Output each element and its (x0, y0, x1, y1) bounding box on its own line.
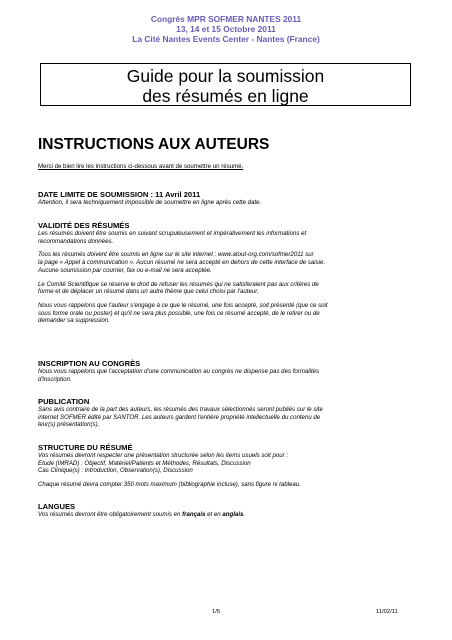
line: Le Comité Scientifique se réserve le droit de refuser les résumés qui ne satisferaient pas aux critères de (38, 280, 319, 288)
line: forme et de déplacer un résumé dans un autre thème que celui choisi par l'auteur. (38, 288, 259, 296)
text: et en (205, 511, 223, 518)
lang-french: français (182, 511, 206, 518)
line: recommandations données. (38, 237, 114, 245)
section-validity (38, 221, 418, 325)
section-deadline (38, 190, 418, 207)
congress-name: Congrès MPR SOFMER NANTES 2011 (150, 14, 302, 24)
line: leur(s) présentation(s). (38, 421, 100, 429)
line: internet SOFMER édité par SANTOR. Les auteurs gardent l'entière propriété intellectuelle du contenu de (38, 413, 321, 421)
line: Vos résumés devront respecter une présentation structurée selon les items usuels soit pour : (38, 452, 289, 459)
line: demander sa suppression. (38, 317, 110, 325)
section-title: DATE LIMITE DE SOUMISSION : 11 Avril 2011 (38, 190, 201, 199)
intro-text: Merci de bien lire les instructions ci-dessous avant de soumettre un résumé. (38, 163, 244, 170)
document-title-box (40, 63, 411, 106)
line: sous forme orale ou poster) et qu'il ne sera plus possible, une fois ce résumé accepté, de le retirer ou de (38, 309, 320, 317)
paragraph: Attention, il sera techniquement impossible de soumettre en ligne après cette date. (38, 199, 262, 206)
section-title: STRUCTURE DU RÉSUMÉ (38, 443, 133, 452)
line: d'inscription. (38, 375, 72, 383)
line: Tous les résumés doivent être soumis en ligne sur le site internet : www.atout-org.com/sofmer2011 sur (38, 251, 314, 259)
main-heading: INSTRUCTIONS AUX AUTEURS (38, 136, 270, 153)
lang-english: anglais (222, 511, 244, 518)
title-line-1: Guide pour la soumission (126, 66, 325, 86)
section-languages (38, 502, 418, 519)
section-title: VALIDITÉ DES RÉSUMÉS (38, 221, 130, 230)
line (38, 511, 418, 519)
text: . (243, 511, 246, 518)
section-registration (38, 359, 418, 383)
title-line-2: des résumés en ligne (142, 86, 309, 106)
section-title: PUBLICATION (38, 397, 90, 406)
footer-date: 11/02/11 (376, 609, 398, 615)
line: Nous vous rappelons que l'auteur s'engage à ce que le résumé, une fois accepté, soit présenté (que ce soit (38, 301, 328, 309)
line: la page « Appel à communication ». Aucun résumé ne sera accepté en dehors de cette interface de saisie. (38, 259, 326, 267)
congress-header (0, 14, 452, 45)
line: Cas Clinique(s) : Introduction, Observation(s), Discussion (38, 467, 193, 475)
page-number: 1/5 (212, 609, 221, 615)
line: Les résumés doivent être soumis en suivant scrupuleusement et impérativement les informations et (38, 230, 307, 237)
section-publication (38, 397, 418, 429)
line: Sans avis contraire de la part des auteurs, les résumés des travaux sélectionnés seront publiés sur le site (38, 406, 323, 413)
line: Aucune soumission par courrier, fax ou e-mail ne sera acceptée. (38, 266, 212, 274)
line: Nous vous rappelons que l'acceptation d'une communication au congrès ne dispense pas des formalités (38, 368, 320, 375)
text: Vos résumés devront être obligatoirement soumis en (38, 511, 183, 518)
line: Chaque résumé devra compter 350 mots maximum (bibliographie incluse), sans figure ni tableau. (38, 481, 301, 489)
section-structure (38, 443, 418, 489)
section-title: LANGUES (38, 502, 76, 511)
congress-dates: 13, 14 et 15 Octobre 2011 (176, 24, 276, 35)
congress-venue: La Cité Nantes Events Center - Nantes (France) (132, 34, 320, 45)
line: Etude (IMRAD) : Objectif, Matériel/Patients et Méthodes, Résultats, Discussion (38, 459, 251, 467)
section-title: INSCRIPTION AU CONGRÈS (38, 359, 141, 368)
